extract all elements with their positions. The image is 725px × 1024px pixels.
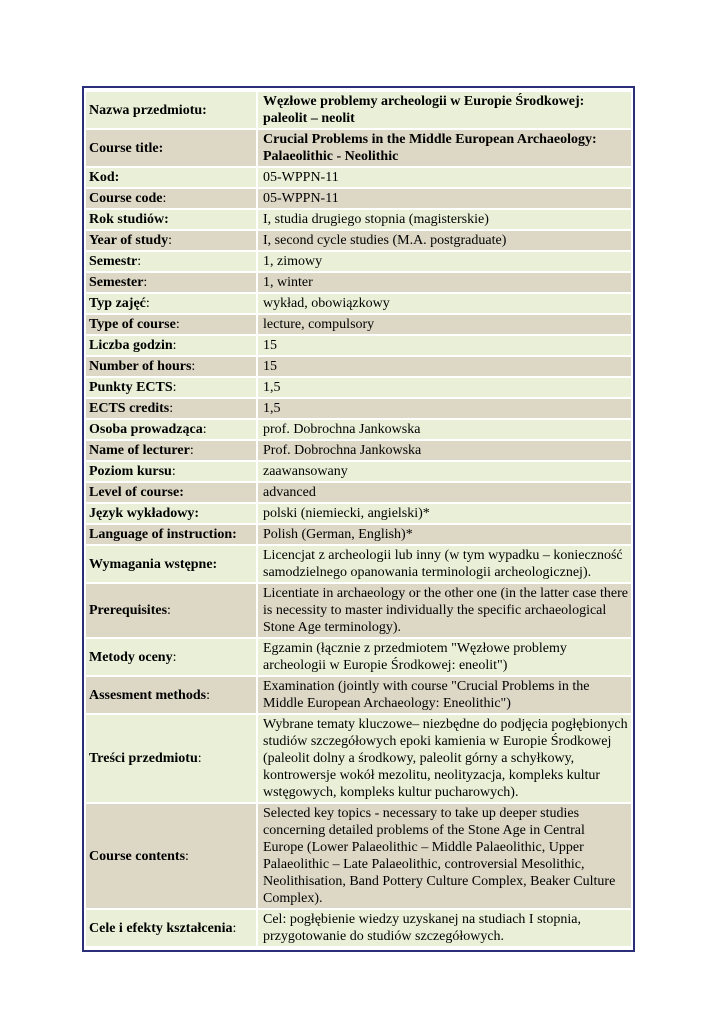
table-row [86, 420, 631, 439]
field-label-text: Liczba godzin [89, 338, 173, 353]
field-label-suffix: : [167, 603, 171, 618]
field-label-text: Semestr [89, 254, 138, 269]
field-label-text: Wymagania wstępne: [89, 556, 218, 572]
table-row [86, 378, 631, 397]
table-row [86, 910, 631, 946]
table-row [86, 92, 631, 128]
field-value: Cel: pogłębienie wiedzy uzyskanej na studiach I stopnia, przygotowanie do studiów szczegółowych. [256, 910, 631, 946]
field-label [86, 189, 256, 208]
field-label-text: Kod: [89, 170, 120, 185]
field-label-text: Język wykładowy: [89, 506, 200, 521]
field-label-suffix: : [185, 848, 189, 864]
field-label-suffix: : [162, 191, 167, 206]
field-value: lecture, compulsory [256, 315, 631, 334]
table-row [86, 462, 631, 481]
field-label-text: Type of course [89, 317, 176, 332]
field-label [86, 357, 256, 376]
field-label-text: Typ zajęć [89, 296, 146, 311]
field-label-suffix: : [197, 751, 202, 766]
table-row [86, 273, 631, 292]
table-row [86, 483, 631, 502]
table-row [86, 677, 631, 713]
field-label-text: Rok studiów: [89, 212, 169, 227]
field-value: 1, winter [256, 273, 631, 292]
field-label-text: Osoba prowadząca [89, 422, 203, 437]
field-value: 05-WPPN-11 [256, 189, 631, 208]
field-label-text: Language of instruction: [89, 527, 237, 542]
field-label-text: Level of course: [89, 485, 184, 500]
field-value: 1, zimowy [256, 252, 631, 271]
field-label [86, 231, 256, 250]
field-label [86, 804, 256, 908]
field-label [86, 252, 256, 271]
table-row [86, 399, 631, 418]
field-label [86, 336, 256, 355]
table-row [86, 336, 631, 355]
field-value: 05-WPPN-11 [256, 168, 631, 187]
table-row [86, 168, 631, 187]
field-value: Polish (German, English)* [256, 525, 631, 544]
course-info-table [86, 90, 631, 948]
field-label [86, 130, 256, 166]
field-value: Crucial Problems in the Middle European Archaeology: Palaeolithic - Neolithic [256, 130, 631, 166]
field-value: Selected key topics - necessary to take up deeper studies concerning detailed problems of the Stone Age in Central Europe (Lower Palaeolithic – Middle Palaeolithic, Upper Palaeolithic – Late Palaeolithic, controversial Mesolithic, Neolithisation, Band Pottery Culture Complex, Beaker Culture Complex). [256, 804, 631, 908]
field-label-suffix: : [175, 317, 180, 332]
field-label-text: Nazwa przedmiotu: [89, 102, 207, 118]
field-value: I, second cycle studies (M.A. postgraduate) [256, 231, 631, 250]
field-label [86, 677, 256, 713]
field-label-suffix: : [206, 687, 210, 703]
field-label [86, 639, 256, 675]
field-label-suffix: : [232, 920, 237, 936]
field-label-text: Assesment methods [89, 687, 207, 703]
table-row [86, 210, 631, 229]
field-label-text: Name of lecturer [89, 443, 190, 458]
field-value: Licencjat z archeologii lub inny (w tym wypadku – konieczność samodzielnego opanowania terminologii archeologicznej). [256, 546, 631, 582]
field-label-suffix: : [172, 649, 177, 665]
field-label [86, 462, 256, 481]
table-row [86, 441, 631, 460]
field-label-suffix: : [168, 233, 172, 248]
table-row [86, 130, 631, 166]
field-label-text: Course contents [89, 848, 186, 864]
field-label-suffix: : [137, 254, 142, 269]
field-label [86, 294, 256, 313]
field-label [86, 168, 256, 187]
field-label-text: Year of study [89, 233, 169, 248]
field-label-suffix: : [202, 422, 207, 437]
field-label [86, 584, 256, 637]
table-row [86, 804, 631, 908]
table-row [86, 357, 631, 376]
field-label [86, 315, 256, 334]
field-label [86, 378, 256, 397]
table-row [86, 525, 631, 544]
field-label [86, 92, 256, 128]
field-value: 1,5 [256, 378, 631, 397]
field-value: I, studia drugiego stopnia (magisterskie) [256, 210, 631, 229]
field-value: Examination (jointly with course "Crucial Problems in the Middle European Archaeology: Eneolithic") [256, 677, 631, 713]
field-value: Prof. Dobrochna Jankowska [256, 441, 631, 460]
field-label-suffix: : [191, 359, 196, 374]
field-label [86, 715, 256, 802]
field-value: prof. Dobrochna Jankowska [256, 420, 631, 439]
table-row [86, 504, 631, 523]
field-label-text: Course code [89, 191, 163, 206]
table-row [86, 231, 631, 250]
field-label-text: Prerequisites [89, 603, 168, 618]
field-label [86, 504, 256, 523]
table-row [86, 584, 631, 637]
table-row [86, 252, 631, 271]
table-row [86, 546, 631, 582]
table-row [86, 189, 631, 208]
field-label-suffix: : [145, 296, 150, 311]
field-label-text: Punkty ECTS [89, 380, 173, 395]
field-value: advanced [256, 483, 631, 502]
field-label-text: Course title: [89, 140, 164, 156]
field-value: Wybrane tematy kluczowe– niezbędne do podjęcia pogłębionych studiów szczegółowych epoki kamienia w Europie Środkowej (paleolit dolny a środkowy, paleolit górny a schyłkowy, kontrowersje wokół mezolitu, neolityzacja, kompleks kultur wstęgowych, kompleks kultur pucharowych). [256, 715, 631, 802]
course-info-table-frame [82, 86, 635, 952]
field-label [86, 483, 256, 502]
table-row [86, 715, 631, 802]
field-label-text: Poziom kursu [89, 464, 172, 479]
field-value: Węzłowe problemy archeologii w Europie Środkowej: paleolit – neolit [256, 92, 631, 128]
field-label [86, 546, 256, 582]
field-value: zaawansowany [256, 462, 631, 481]
field-value: polski (niemiecki, angielski)* [256, 504, 631, 523]
field-label-text: Number of hours [89, 359, 192, 374]
field-label-suffix: : [171, 464, 176, 479]
field-label [86, 420, 256, 439]
field-value: 15 [256, 336, 631, 355]
field-label-text: Metody oceny [89, 649, 173, 665]
field-label [86, 910, 256, 946]
field-label-suffix: : [172, 338, 177, 353]
field-value: Egzamin (łącznie z przedmiotem "Węzłowe problemy archeologii w Europie Środkowej: eneolit") [256, 639, 631, 675]
field-label [86, 210, 256, 229]
field-value: Licentiate in archaeology or the other one (in the latter case there is necessity to master individually the specific archaeological Stone Age terminology). [256, 584, 631, 637]
field-label [86, 399, 256, 418]
field-value: wykład, obowiązkowy [256, 294, 631, 313]
field-label [86, 273, 256, 292]
table-row [86, 639, 631, 675]
field-label-suffix: : [172, 380, 177, 395]
field-label-text: ECTS credits [89, 401, 170, 416]
field-label [86, 441, 256, 460]
table-row [86, 294, 631, 313]
field-label-text: Semester [89, 275, 144, 290]
field-label [86, 525, 256, 544]
field-label-suffix: : [143, 275, 148, 290]
field-label-text: Cele i efekty kształcenia [89, 920, 233, 936]
table-row [86, 315, 631, 334]
course-info-rows [86, 92, 631, 946]
field-value: 1,5 [256, 399, 631, 418]
field-label-suffix: : [189, 443, 194, 458]
field-label-suffix: : [169, 401, 174, 416]
field-value: 15 [256, 357, 631, 376]
field-label-text: Treści przedmiotu [89, 751, 198, 766]
